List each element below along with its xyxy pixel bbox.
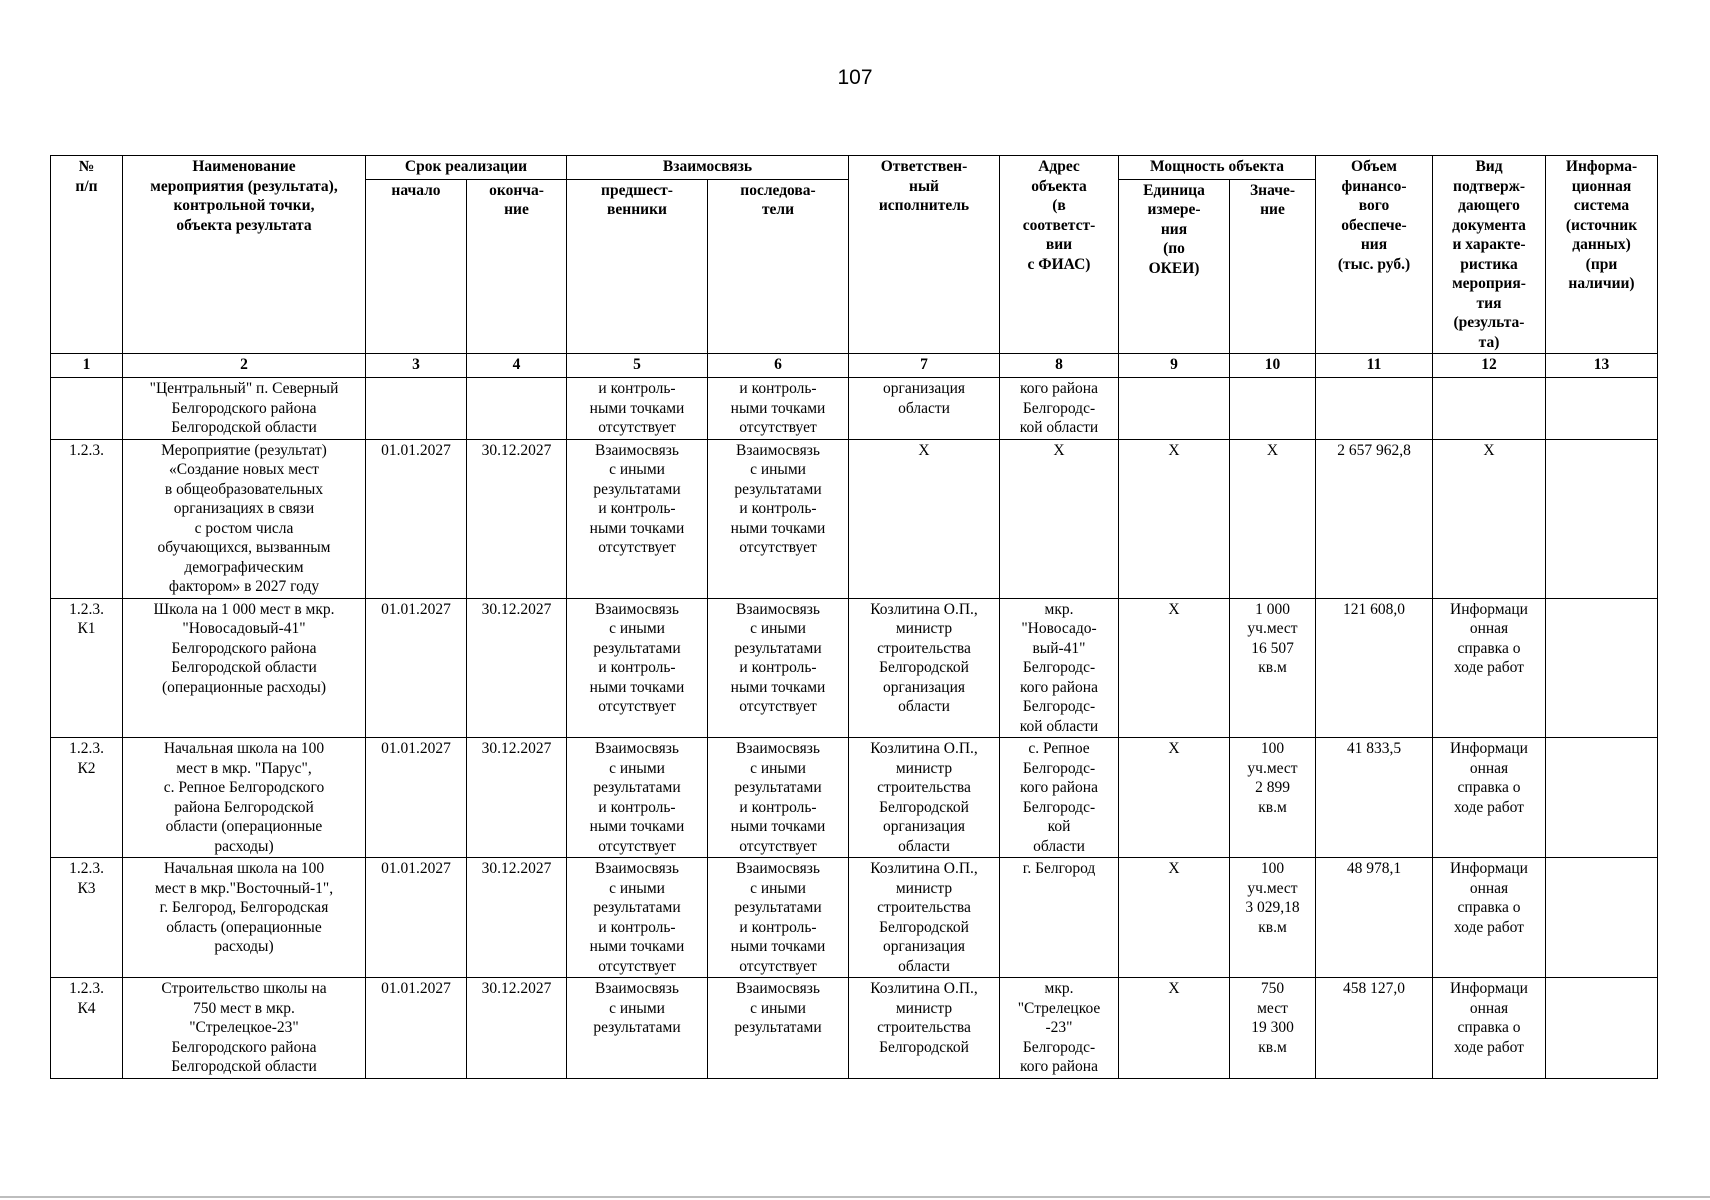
table-row <box>51 738 1658 858</box>
header-term-end: оконча- ние <box>467 179 567 353</box>
table-row <box>51 598 1658 738</box>
header-capacity-unit: Единица измере- ния (по ОКЕИ) <box>1119 179 1230 353</box>
row-financing-cell: 48 978,1 <box>1316 858 1433 978</box>
row-address-cell: мкр. "Новосадо- вый-41" Белгородс- кого района Белгородс- кой области <box>1000 598 1119 738</box>
header-link-prev: предшест- венники <box>567 179 708 353</box>
column-number-cell: 10 <box>1230 354 1316 378</box>
header-address: Адрес объекта (в соответст- вии с ФИАС) <box>1000 156 1119 354</box>
row-value-cell: 100 уч.мест 3 029,18 кв.м <box>1230 858 1316 978</box>
row-start-date-cell: 01.01.2027 <box>366 978 467 1079</box>
row-number-cell <box>51 378 123 440</box>
column-number-cell: 3 <box>366 354 467 378</box>
row-financing-cell: 121 608,0 <box>1316 598 1433 738</box>
row-address-cell: X <box>1000 439 1119 598</box>
row-number-cell: 1.2.3. К2 <box>51 738 123 858</box>
column-number-row <box>51 354 1658 378</box>
row-responsible-cell: Козлитина О.П., министр строительства Белгородской организация области <box>849 738 1000 858</box>
header-link: Взаимосвязь <box>567 156 849 180</box>
row-end-date-cell: 30.12.2027 <box>467 978 567 1079</box>
row-unit-cell: X <box>1119 598 1230 738</box>
row-successors-cell: и контроль- ными точками отсутствует <box>708 378 849 440</box>
header-capacity-value: Значе- ние <box>1230 179 1316 353</box>
row-financing-cell: 2 657 962,8 <box>1316 439 1433 598</box>
row-predecessors-cell: Взаимосвязь с иными результатами и контроль- ными точками отсутствует <box>567 858 708 978</box>
row-unit-cell <box>1119 378 1230 440</box>
row-start-date-cell: 01.01.2027 <box>366 598 467 738</box>
row-end-date-cell: 30.12.2027 <box>467 439 567 598</box>
header-num: № п/п <box>51 156 123 354</box>
row-successors-cell: Взаимосвязь с иными результатами и контроль- ными точками отсутствует <box>708 439 849 598</box>
row-unit-cell: X <box>1119 978 1230 1079</box>
table-row <box>51 378 1658 440</box>
header-row-1 <box>51 156 1658 180</box>
column-number-cell: 5 <box>567 354 708 378</box>
column-number-cell: 11 <box>1316 354 1433 378</box>
row-value-cell: 1 000 уч.мест 16 507 кв.м <box>1230 598 1316 738</box>
row-document-cell <box>1433 378 1546 440</box>
header-link-next: последова- тели <box>708 179 849 353</box>
row-document-cell: X <box>1433 439 1546 598</box>
column-number-cell: 1 <box>51 354 123 378</box>
scan-edge-line <box>0 1196 1710 1198</box>
page-number: 107 <box>837 66 873 89</box>
row-start-date-cell <box>366 378 467 440</box>
row-name-cell: Школа на 1 000 мест в мкр. "Новосадовый-41" Белгородского района Белгородской области (операционные расходы) <box>123 598 366 738</box>
row-value-cell <box>1230 378 1316 440</box>
row-document-cell: Информаци онная справка о ходе работ <box>1433 858 1546 978</box>
row-address-cell: г. Белгород <box>1000 858 1119 978</box>
row-number-cell: 1.2.3. К4 <box>51 978 123 1079</box>
row-name-cell: "Центральный" п. Северный Белгородского района Белгородской области <box>123 378 366 440</box>
row-unit-cell: X <box>1119 439 1230 598</box>
row-financing-cell: 458 127,0 <box>1316 978 1433 1079</box>
row-value-cell: 100 уч.мест 2 899 кв.м <box>1230 738 1316 858</box>
table-row <box>51 978 1658 1079</box>
row-predecessors-cell: Взаимосвязь с иными результатами и контроль- ными точками отсутствует <box>567 738 708 858</box>
row-predecessors-cell: Взаимосвязь с иными результатами и контроль- ными точками отсутствует <box>567 439 708 598</box>
header-term-start: начало <box>366 179 467 353</box>
table-row <box>51 439 1658 598</box>
row-info-system-cell <box>1546 598 1658 738</box>
table-row <box>51 858 1658 978</box>
row-responsible-cell: X <box>849 439 1000 598</box>
row-document-cell: Информаци онная справка о ходе работ <box>1433 978 1546 1079</box>
row-number-cell: 1.2.3. <box>51 439 123 598</box>
row-document-cell: Информаци онная справка о ходе работ <box>1433 738 1546 858</box>
column-number-cell: 4 <box>467 354 567 378</box>
column-number-cell: 13 <box>1546 354 1658 378</box>
row-responsible-cell: организация области <box>849 378 1000 440</box>
header-name: Наименование мероприятия (результата), контрольной точки, объекта результата <box>123 156 366 354</box>
column-number-cell: 9 <box>1119 354 1230 378</box>
row-number-cell: 1.2.3. К1 <box>51 598 123 738</box>
row-info-system-cell <box>1546 978 1658 1079</box>
header-capacity: Мощность объекта <box>1119 156 1316 180</box>
plan-table <box>50 155 1658 1079</box>
row-name-cell: Начальная школа на 100 мест в мкр."Восточный-1", г. Белгород, Белгородская область (операционные расходы) <box>123 858 366 978</box>
row-predecessors-cell: Взаимосвязь с иными результатами <box>567 978 708 1079</box>
row-responsible-cell: Козлитина О.П., министр строительства Белгородской организация области <box>849 858 1000 978</box>
row-address-cell: с. Репное Белгородс- кого района Белгородс- кой области <box>1000 738 1119 858</box>
row-end-date-cell: 30.12.2027 <box>467 598 567 738</box>
row-name-cell: Строительство школы на 750 мест в мкр. "Стрелецкое-23" Белгородского района Белгородской области <box>123 978 366 1079</box>
row-unit-cell: X <box>1119 738 1230 858</box>
row-successors-cell: Взаимосвязь с иными результатами <box>708 978 849 1079</box>
row-responsible-cell: Козлитина О.П., министр строительства Белгородской организация области <box>849 598 1000 738</box>
row-name-cell: Мероприятие (результат) «Создание новых мест в общеобразовательных организациях в связи с ростом числа обучающихся, вызванным демографическим фактором» в 2027 году <box>123 439 366 598</box>
row-info-system-cell <box>1546 738 1658 858</box>
row-name-cell: Начальная школа на 100 мест в мкр. "Парус", с. Репное Белгородского района Белгородской области (операционные расходы) <box>123 738 366 858</box>
header-financing: Объем финансо- вого обеспече- ния (тыс. руб.) <box>1316 156 1433 354</box>
row-predecessors-cell: и контроль- ными точками отсутствует <box>567 378 708 440</box>
row-value-cell: X <box>1230 439 1316 598</box>
column-number-cell: 6 <box>708 354 849 378</box>
column-number-cell: 12 <box>1433 354 1546 378</box>
row-successors-cell: Взаимосвязь с иными результатами и контроль- ными точками отсутствует <box>708 598 849 738</box>
row-successors-cell: Взаимосвязь с иными результатами и контроль- ными точками отсутствует <box>708 858 849 978</box>
row-start-date-cell: 01.01.2027 <box>366 439 467 598</box>
header-info-system: Информа- ционная система (источник данных) (при наличии) <box>1546 156 1658 354</box>
row-end-date-cell <box>467 378 567 440</box>
header-term: Срок реализации <box>366 156 567 180</box>
row-end-date-cell: 30.12.2027 <box>467 738 567 858</box>
row-start-date-cell: 01.01.2027 <box>366 738 467 858</box>
row-end-date-cell: 30.12.2027 <box>467 858 567 978</box>
row-info-system-cell <box>1546 858 1658 978</box>
row-financing-cell <box>1316 378 1433 440</box>
row-start-date-cell: 01.01.2027 <box>366 858 467 978</box>
row-info-system-cell <box>1546 439 1658 598</box>
row-predecessors-cell: Взаимосвязь с иными результатами и контроль- ными точками отсутствует <box>567 598 708 738</box>
row-responsible-cell: Козлитина О.П., министр строительства Белгородской <box>849 978 1000 1079</box>
row-value-cell: 750 мест 19 300 кв.м <box>1230 978 1316 1079</box>
row-address-cell: мкр. "Стрелецкое -23" Белгородс- кого района <box>1000 978 1119 1079</box>
row-financing-cell: 41 833,5 <box>1316 738 1433 858</box>
row-unit-cell: X <box>1119 858 1230 978</box>
row-address-cell: кого района Белгородс- кой области <box>1000 378 1119 440</box>
header-responsible: Ответствен- ный исполнитель <box>849 156 1000 354</box>
table-body <box>51 378 1658 1079</box>
column-number-cell: 2 <box>123 354 366 378</box>
header-document: Вид подтверж- дающего документа и характе- ристика мероприя- тия (результа- та) <box>1433 156 1546 354</box>
column-number-cell: 7 <box>849 354 1000 378</box>
column-number-cell: 8 <box>1000 354 1119 378</box>
row-successors-cell: Взаимосвязь с иными результатами и контроль- ными точками отсутствует <box>708 738 849 858</box>
row-number-cell: 1.2.3. К3 <box>51 858 123 978</box>
row-document-cell: Информаци онная справка о ходе работ <box>1433 598 1546 738</box>
row-info-system-cell <box>1546 378 1658 440</box>
